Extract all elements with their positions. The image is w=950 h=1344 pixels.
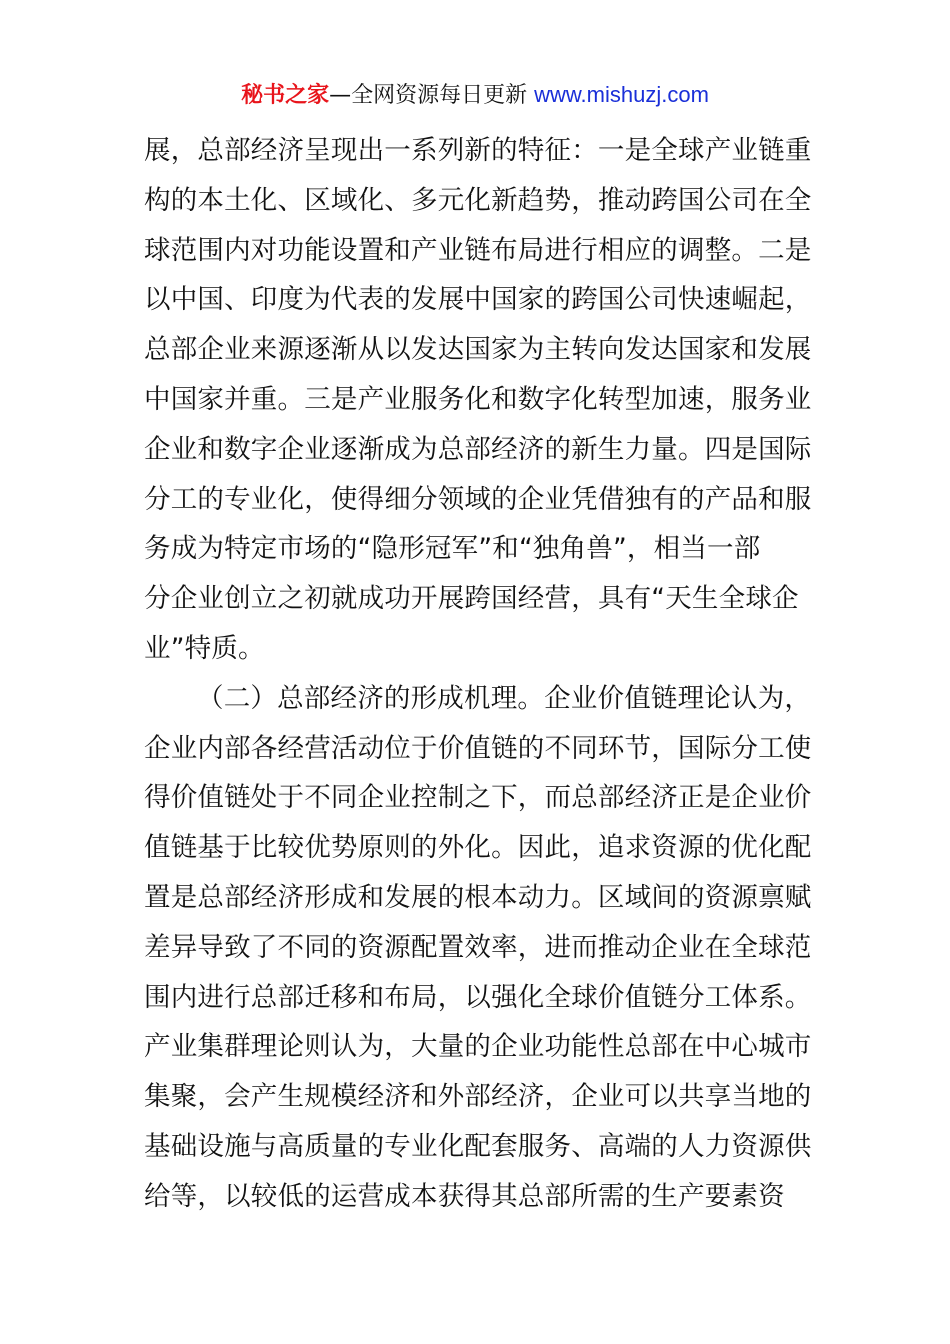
text-line: 构的本土化、区域化、多元化新趋势，推动跨国公司在全 [144,184,812,216]
text-line: 分工的专业化，使得细分领域的企业凭借独有的产品和服 [144,483,812,515]
text-line: 业”特质。 [144,632,265,664]
text-line: 值链基于比较优势原则的外化。因此，追求资源的优化配 [144,832,812,864]
text-line: 展，总部经济呈现出一系列新的特征：一是全球产业链重 [144,135,812,166]
brand-name: 秘书之家 [241,83,330,108]
text-line: 务成为特定市场的“隐形冠军”和“独角兽”，相当一部 [144,533,761,565]
text-line: 企业和数字企业逐渐成为总部经济的新生力量。四是国际 [144,433,812,465]
text-line: （二）总部经济的形成机理。企业价值链理论认为， [197,682,812,714]
text-line: 集聚，会产生规模经济和外部经济，企业可以共享当地的 [144,1081,812,1113]
text-line: 以中国、印度为代表的发展中国家的跨国公司快速崛起， [144,284,812,316]
text-line: 得价值链处于不同企业控制之下，而总部经济正是企业价 [144,782,812,814]
header-tagline: —全网资源每日更新 [329,83,528,108]
text-line: 基础设施与高质量的专业化配套服务、高端的人力资源供 [144,1130,812,1162]
text-line: 中国家并重。三是产业服务化和数字化转型加速，服务业 [144,383,812,415]
text-line: 分企业创立之初就成功开展跨国经营，具有“天生全球企 [144,583,799,615]
text-line: 产业集群理论则认为，大量的企业功能性总部在中心城市 [144,1031,812,1063]
text-line: 球范围内对功能设置和产业链布局进行相应的调整。二是 [144,234,812,266]
text-line: 给等，以较低的运营成本获得其总部所需的生产要素资 [144,1180,785,1212]
page-header [0,78,950,113]
text-line: 企业内部各经营活动位于价值链的不同环节，国际分工使 [144,732,812,764]
text-line: 总部企业来源逐渐从以发达国家为主转向发达国家和发展 [144,334,812,366]
site-url-link[interactable]: www.mishuzj.com [534,82,709,107]
text-line: 置是总部经济形成和发展的根本动力。区域间的资源禀赋 [144,881,812,913]
text-line: 围内进行总部迁移和布局，以强化全球价值链分工体系。 [144,981,812,1013]
text-line: 差异导致了不同的资源配置效率，进而推动企业在全球范 [144,931,812,963]
document-body [144,126,814,1222]
